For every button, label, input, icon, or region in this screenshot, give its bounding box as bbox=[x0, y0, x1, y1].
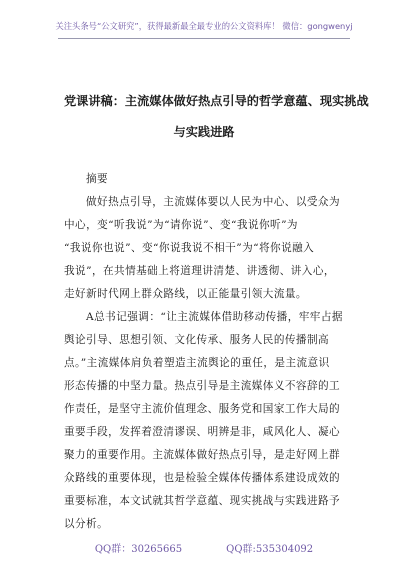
body-line: “我说你也说”、变“你说我说不相干”为“将你说融入 bbox=[64, 242, 315, 254]
body-line: 中心，变“听我说”为“请你说”、变“我说你听”为 bbox=[64, 219, 298, 231]
footer-qq-group-1: QQ群：30265665 bbox=[94, 544, 183, 555]
footer bbox=[0, 540, 408, 555]
footer-qq-group-2: QQ群:535304092 bbox=[226, 544, 314, 555]
body-line: 众路线的重要体现，也是检验全媒体传播体系建设成效的 bbox=[64, 472, 341, 484]
body-line: 我说”，在共情基础上将道理讲清楚、讲透彻、讲入心， bbox=[64, 265, 335, 277]
doc-title-line-1: 党课讲稿：主流媒体做好热点引导的哲学意蕴、现实挑战 bbox=[64, 94, 369, 108]
body-line: 做好热点引导，主流媒体要以人民为中心、以受众为 bbox=[86, 196, 341, 208]
body-line: 重要标准，本文试就其哲学意蕴、现实挑战与实践进路予 bbox=[64, 495, 341, 507]
body-line: A总书记强调：“让主流媒体借助移动传播，牢牢占据 bbox=[86, 311, 343, 323]
body-line: 舆论引导、思想引领、文化传承、服务人民的传播制高 bbox=[64, 334, 330, 346]
body-line: 聚力的重要作用。主流媒体做好热点引导，是走好网上群 bbox=[64, 449, 341, 461]
abstract-heading: 摘要 bbox=[86, 173, 109, 185]
doc-title-line-2: 与实践进路 bbox=[173, 125, 235, 139]
body-line: 走好新时代网上群众路线，以正能量引领大流量。 bbox=[64, 288, 307, 300]
body-line: 点。”主流媒体肩负着塑造主流舆论的重任，是主流意识 bbox=[64, 357, 330, 369]
header-banner: 关注头条号“公文研究”，获得最新最全最专业的公文资料库！ 微信：gongwenyj bbox=[55, 21, 353, 31]
body-line: 形态传播的中坚力量。热点引导是主流媒体义不容辞的工 bbox=[64, 380, 341, 392]
body-line: 以分析。 bbox=[64, 518, 109, 530]
body-line: 重要手段，发挥着澄清谬误、明辨是非，咸风化人、凝心 bbox=[64, 426, 341, 438]
body-line: 作责任，是坚守主流价值理念、服务党和国家工作大局的 bbox=[64, 403, 341, 415]
